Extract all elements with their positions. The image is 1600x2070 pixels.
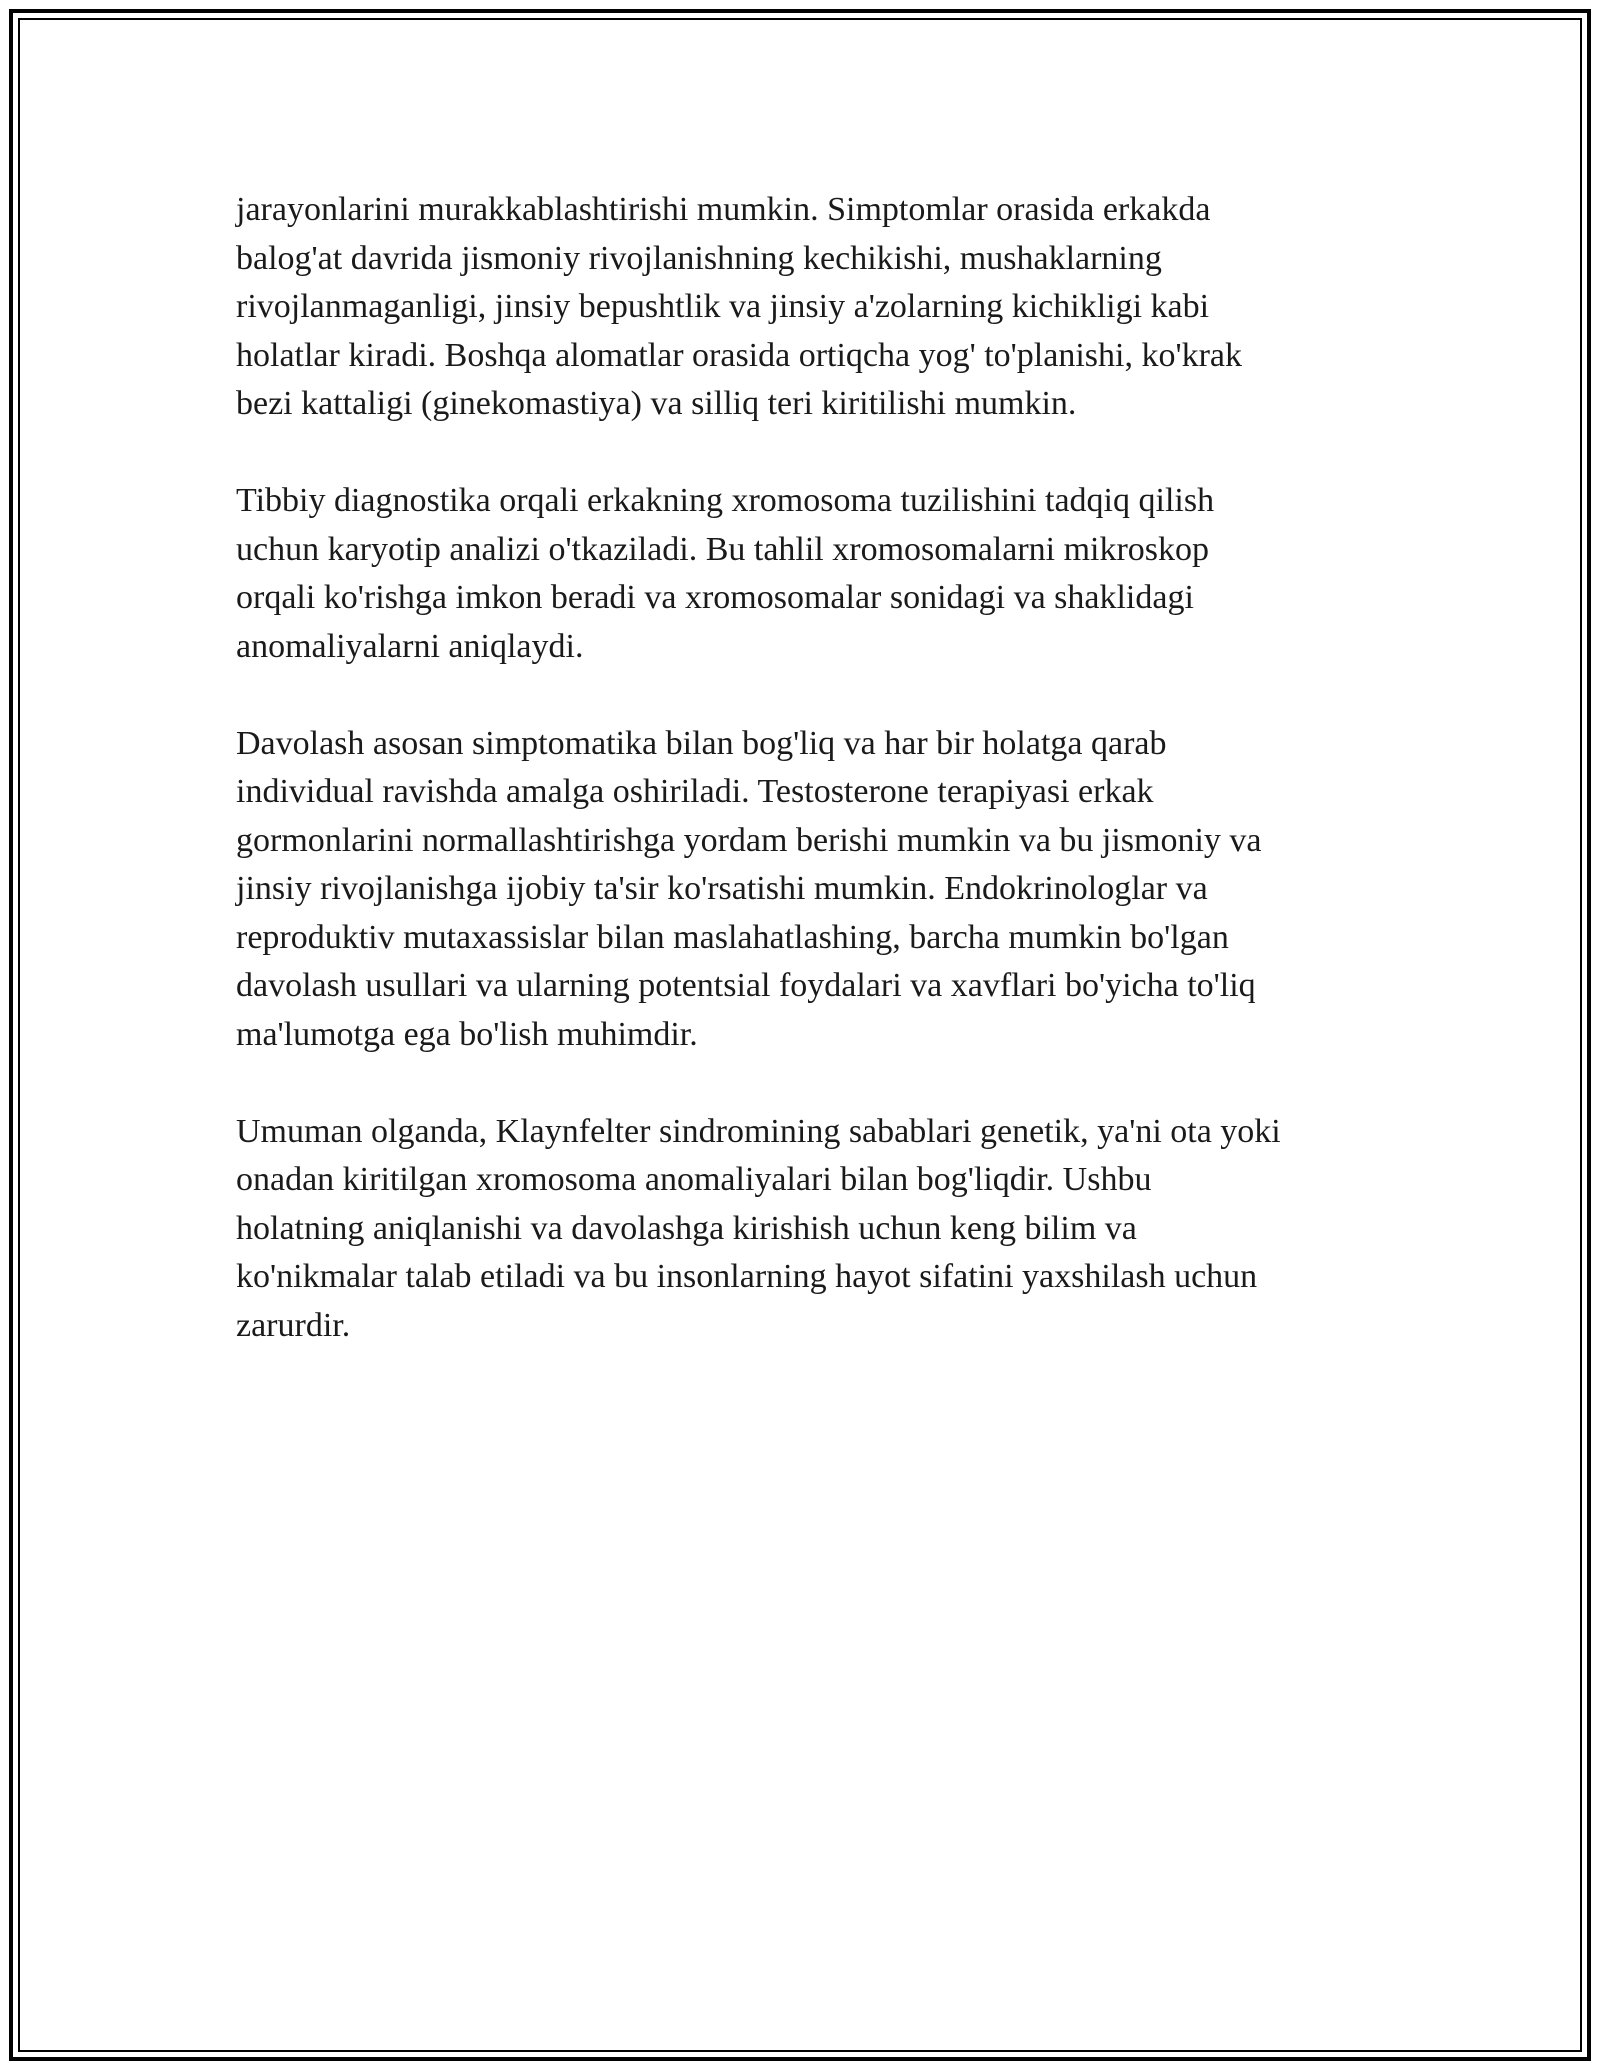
text-line: jinsiy rivojlanishga ijobiy ta'sir ko'rsatishi mumkin. Endokrinologlar va xyxy=(236,870,1208,907)
text-line: davolash usullari va ularning potentsial foydalari va xavflari bo'yicha to'liq xyxy=(236,967,1256,1004)
text-line: ma'lumotga ega bo'lish muhimdir. xyxy=(236,1015,698,1053)
text-line: Tibbiy diagnostika orqali erkakning xromosoma tuzilishini tadqiq qilish xyxy=(236,482,1215,519)
text-line: rivojlanmaganligi, jinsiy bepushtlik va jinsiy a'zolarning kichikligi kabi xyxy=(236,288,1210,325)
text-line: holatning aniqlanishi va davolashga kirishish uchun keng bilim va xyxy=(236,1209,1137,1247)
text-line: individual ravishda amalga oshiriladi. Testosterone terapiyasi erkak xyxy=(236,773,1154,810)
text-line: anomaliyalarni aniqlaydi. xyxy=(236,627,584,665)
text-line: bezi kattaligi (ginekomastiya) va silliq teri kiritilishi mumkin. xyxy=(236,385,1077,422)
text-line: jarayonlarini murakkablashtirishi mumkin. Simptomlar orasida erkakda xyxy=(236,191,1211,228)
text-line: gormonlarini normallashtirishga yordam berishi mumkin va bu jismoniy va xyxy=(236,821,1262,859)
text-line: balog'at davrida jismoniy rivojlanishning kechikishi, mushaklarning xyxy=(236,239,1162,277)
text-line: Umuman olganda, Klaynfelter sindromining sabablari genetik, ya'ni ota yoki xyxy=(236,1112,1281,1150)
paragraph-diagnostics xyxy=(236,477,1376,671)
paragraph-symptoms xyxy=(236,186,1376,429)
text-line: holatlar kiradi. Boshqa alomatlar orasida ortiqcha yog' to'planishi, ko'krak xyxy=(236,336,1243,374)
document-body xyxy=(236,186,1376,1399)
text-line: zarurdir. xyxy=(236,1306,351,1344)
text-line: reproduktiv mutaxassislar bilan maslahatlashing, barcha mumkin bo'lgan xyxy=(236,918,1229,956)
text-line: uchun karyotip analizi o'tkaziladi. Bu tahlil xromosomalarni mikroskop xyxy=(236,530,1210,568)
text-line: Davolash asosan simptomatika bilan bog'liq va har bir holatga qarab xyxy=(236,724,1167,762)
paragraph-conclusion xyxy=(236,1108,1376,1351)
text-line: ko'nikmalar talab etiladi va bu insonlarning hayot sifatini yaxshilash uchun xyxy=(236,1258,1258,1295)
text-line: onadan kiritilgan xromosoma anomaliyalari bilan bog'liqdir. Ushbu xyxy=(236,1161,1152,1198)
text-line: orqali ko'rishga imkon beradi va xromosomalar sonidagi va shaklidagi xyxy=(236,579,1194,616)
paragraph-treatment xyxy=(236,720,1376,1060)
